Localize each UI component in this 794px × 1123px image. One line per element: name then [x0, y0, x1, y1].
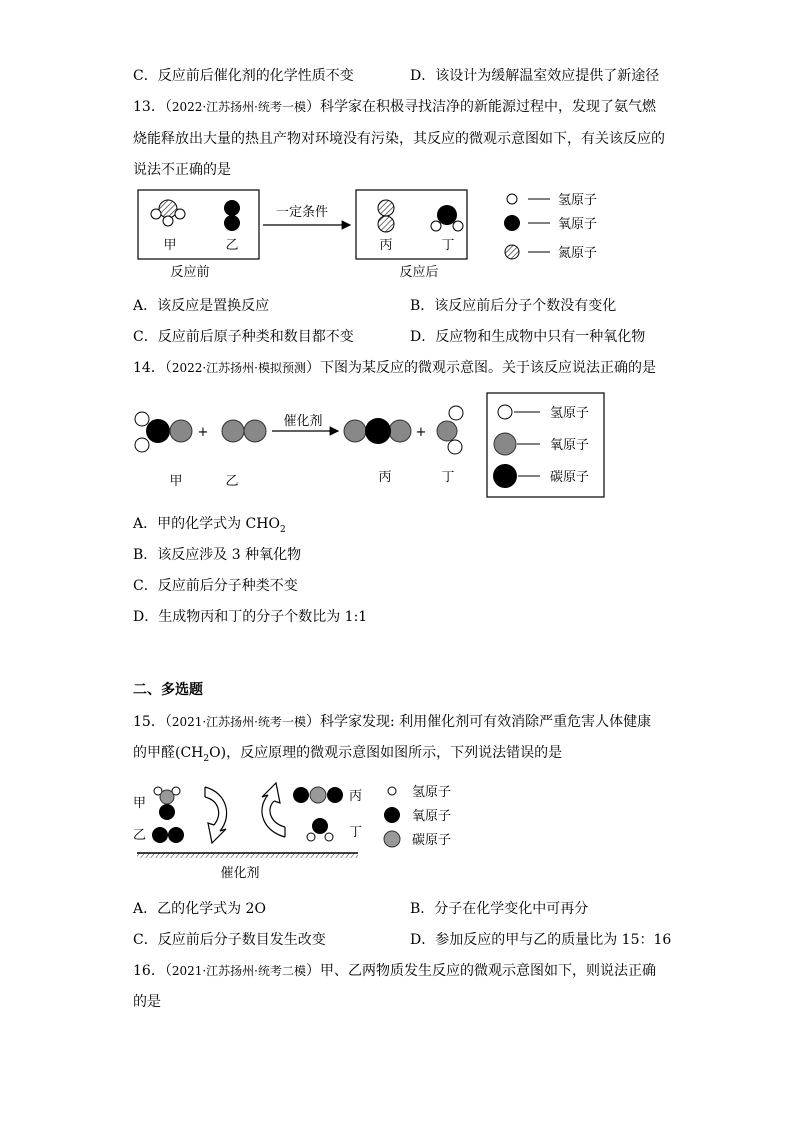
q15-curved-arrow-left: [262, 783, 285, 837]
q14-option-c: C．反应前后分子种类不变: [133, 578, 298, 594]
q13-stem-line1: 13．（2022·江苏扬州·统考一模）科学家在积极寻找洁净的新能源过程中，发现了氨气燃: [133, 99, 656, 115]
q15-ding-molecule: [307, 818, 333, 841]
q14-plus-1: +: [197, 425, 209, 440]
q14-label-yi: 乙: [225, 474, 239, 489]
q14-plus-2: +: [415, 425, 427, 440]
q15-label-ding: 丁: [349, 825, 363, 840]
q14-label-bing: 丙: [378, 470, 392, 485]
q14-option-a: A．甲的化学式为 $CHO_2$: [133, 516, 286, 535]
q16-stem-line1: 16．（2021·江苏扬州·统考二模）甲、乙两物质发生反应的微观示意图如下，则说法正确: [133, 963, 656, 979]
q13-label-jia: 甲: [163, 238, 177, 253]
q15-label-yi: 乙: [133, 828, 147, 843]
q13-condition: 一定条件: [275, 205, 329, 220]
q14-catalyst: 催化剂: [283, 414, 323, 429]
q15-label-jia: 甲: [133, 796, 147, 811]
q13-nh3-molecule: [151, 200, 185, 226]
q14-jia-molecule: [135, 412, 192, 452]
svg-text:碳原子: 碳原子: [412, 833, 452, 848]
q13-o2-molecule: [224, 200, 240, 231]
q13-option-b: B．该反应前后分子个数没有变化: [410, 298, 617, 314]
q16-source: 2021·江苏扬州·统考二模: [171, 964, 306, 978]
q13-stem-line3: 说法不正确的是: [133, 162, 231, 178]
q15-label-bing: 丙: [349, 789, 363, 804]
q15-curved-arrow-right: [205, 787, 227, 843]
q15-option-a: A．乙的化学式为 2O: [133, 901, 266, 917]
q16-stem-line2: 的是: [133, 994, 161, 1010]
svg-text:碳原子: 碳原子: [550, 470, 590, 485]
q13-n2-molecule: [378, 200, 394, 232]
q13-label-yi: 乙: [225, 238, 239, 253]
q13-h2o-molecule: [431, 205, 463, 231]
svg-text:氢原子: 氢原子: [550, 406, 590, 421]
q12-option-c: C．反应前后催化剂的化学性质不变: [133, 68, 354, 84]
q14-label-ding: 丁: [441, 470, 455, 485]
q14-stem-line1: 14．（2022·江苏扬州·模拟预测）下图为某反应的微观示意图。关于该反应说法正确的是: [133, 360, 656, 376]
q15-option-c: C．反应前后分子数目发生改变: [133, 932, 326, 948]
q13-option-a: A．该反应是置换反应: [133, 298, 270, 314]
q15-catalyst-surface: [137, 853, 358, 858]
svg-text:氢原子: 氢原子: [558, 193, 598, 208]
svg-text:氧原子: 氧原子: [558, 217, 598, 232]
q15-jia-molecule: [154, 787, 180, 820]
svg-text:氧原子: 氧原子: [550, 438, 590, 453]
q14-ding-molecule: [437, 406, 463, 454]
q14-diagram: [0, 385, 794, 505]
q15-catalyst-label: 催化剂: [220, 866, 260, 881]
q15-source: 2021·江苏扬州·统考一模: [171, 715, 306, 729]
section-title: 二、多选题: [133, 682, 203, 698]
q13-option-c: C．反应前后原子种类和数目都不变: [133, 329, 354, 345]
q14-option-b: B．该反应涉及 3 种氧化物: [133, 547, 302, 563]
q13-stem-line2: 烧能释放出大量的热且产物对环境没有污染，其反应的微观示意图如下，有关该反应的: [133, 131, 665, 147]
q15-diagram: [0, 775, 794, 885]
q13-label-after: 反应后: [399, 265, 439, 280]
q15-bing-molecule: [293, 787, 343, 803]
svg-text:氧原子: 氧原子: [412, 809, 452, 824]
q14-option-d: D．生成物丙和丁的分子个数比为 1:1: [133, 609, 368, 625]
q15-stem-line2: 的甲醛$(CH_2O)$，反应原理的微观示意图如图所示，下列说法错误的是: [133, 745, 563, 764]
q13-diagram: [0, 0, 794, 290]
q14-label-jia: 甲: [169, 474, 183, 489]
svg-text:氢原子: 氢原子: [412, 785, 452, 800]
q15-legend: [384, 785, 451, 848]
q15-option-d: D．参加反应的甲与乙的质量比为 15：16: [410, 932, 672, 948]
q14-yi-molecule: [222, 420, 266, 442]
q14-bing-molecule: [344, 418, 411, 444]
q13-option-d: D．反应物和生成物中只有一种氧化物: [410, 329, 646, 345]
q13-label-ding: 丁: [441, 238, 455, 253]
q13-before-box: [138, 190, 259, 259]
q13-label-bing: 丙: [379, 238, 393, 253]
q13-label-before: 反应前: [170, 265, 210, 280]
q15-stem-line1: 15．（2021·江苏扬州·统考一模）科学家发现: 利用催化剂可有效消除严重危害人体健康: [133, 714, 652, 730]
q14-legend: [487, 393, 604, 497]
q13-legend: [504, 193, 597, 261]
q15-option-b: B．分子在化学变化中可再分: [410, 901, 589, 917]
q13-source: 2022·江苏扬州·统考一模: [171, 100, 306, 114]
svg-text:氮原子: 氮原子: [558, 246, 598, 261]
q15-yi-molecule: [152, 827, 184, 843]
q14-source: 2022·江苏扬州·模拟预测: [171, 361, 306, 375]
q12-option-d: D．该设计为缓解温室效应提供了新途径: [410, 68, 660, 84]
